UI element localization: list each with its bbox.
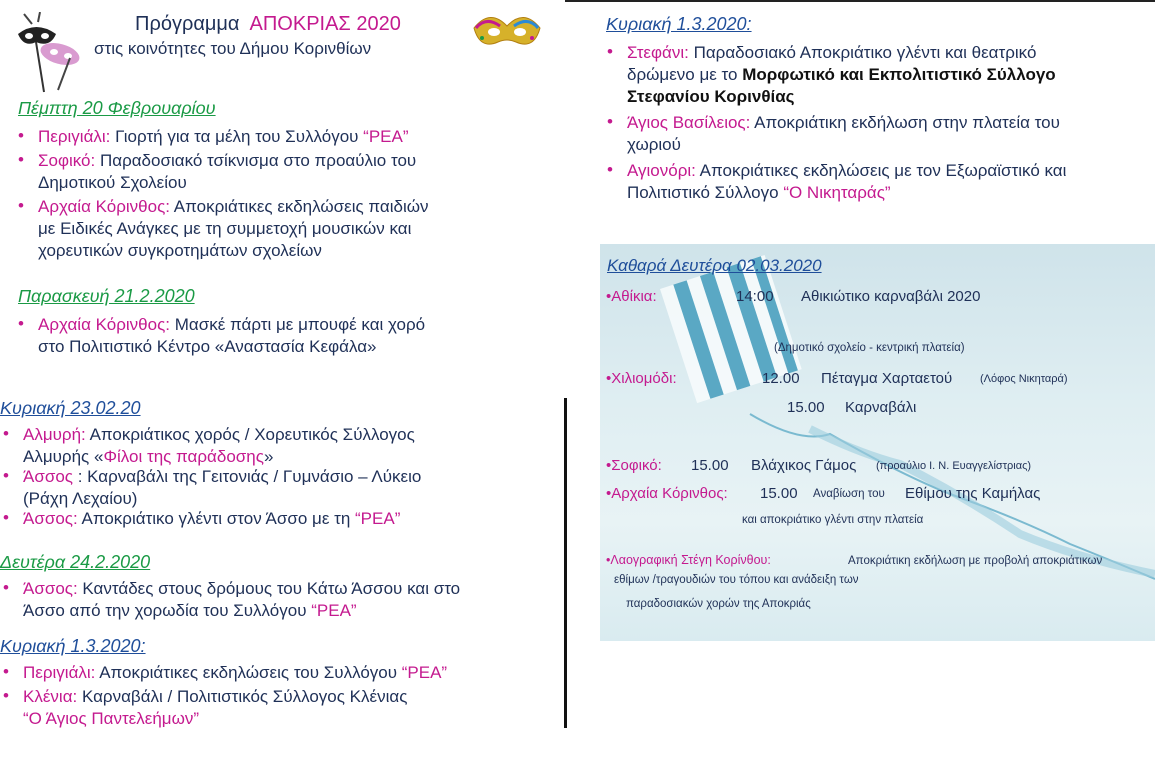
archaia-korinthos-text: Αναβίωση του [813,488,885,500]
bullet: • [18,196,24,215]
event-archaia-korinthos-clean-monday: •Αρχαία Κόρινθος: [606,485,728,502]
athikia-time: 14:00 [736,288,774,305]
place-label: Σοφικό: [611,457,662,474]
event-text: Παραδοσιακό Αποκριάτικο γλέντι και θεατρικό [688,43,1037,62]
event-assos-kantades [23,578,460,622]
event-text: Αποκριάτικες εκδηλώσεις παιδιών [170,197,429,216]
event-archaia-korinthos-friday [38,314,425,358]
place-label: Λαογραφική Στέγη Κορίνθου: [610,553,771,567]
chiliomodi-time-1: 12.00 [762,370,800,387]
archaia-korinthos-event: Εθίμου της Καμήλας [905,485,1041,502]
laografiki-line1: Αποκριάτικη εκδήλωση με προβολή αποκριάτικων [848,555,1103,567]
day-heading-monday-24: Δευτέρα 24.2.2020 [0,552,151,572]
bullet: • [3,686,9,705]
event-athikia: •Αθίκια: [606,288,657,305]
place-label: Αρχαία Κόρινθος: [38,315,170,334]
bullet: • [18,314,24,333]
bullet: • [607,112,613,131]
event-text-cont: με Ειδικές Ανάγκες με τη συμμετοχή μουσικών και [38,219,412,238]
place-label: Αρχαία Κόρινθος: [38,197,170,216]
place-label: Κλένια: [23,687,78,706]
place-label: Σοφικό: [38,151,96,170]
place-label: Άσσος [23,467,73,486]
event-text-cont: δρώμενο με το [627,65,743,84]
place-label: Περιγιάλι: [38,127,111,146]
athikia-location: (Δημοτικό σχολείο - κεντρική πλατεία) [774,342,965,354]
event-perigiali-sunday [23,662,447,684]
archaia-korinthos-line2: και αποκριάτικο γλέντι στην πλατεία [742,514,924,526]
event-text-cont: » [263,447,274,466]
sofiko-location: (προαύλιο Ι. Ν. Ευαγγελίστριας) [876,460,1032,472]
event-text: Καντάδες στους δρόμους του Κάτω Άσσου και στο [77,579,461,598]
event-text: Μασκέ πάρτι με μπουφέ και χορό [170,315,426,334]
bullet: • [3,466,9,485]
event-sofiko-clean-monday: •Σοφικό: [606,457,662,474]
event-text-cont: χορευτικών συγκροτημάτων σχολείων [38,241,322,260]
club-name: “ΡΕΑ” [401,663,448,682]
place-label: Αρχαία Κόρινθος: [611,485,728,502]
club-name: “Ο Νικηταράς” [783,183,891,202]
archaia-korinthos-time: 15.00 [760,485,798,502]
place-label: Χιλιομόδι: [611,370,677,387]
athikia-event: Αθικιώτικο καρναβάλι 2020 [801,288,981,305]
day-heading-friday: Παρασκευή 21.2.2020 [18,286,195,306]
event-perigiali-thursday [38,126,409,148]
place-label: Άσσος: [23,509,78,528]
bullet: • [18,126,24,145]
club-name: “ΡΕΑ” [363,127,409,146]
event-archaia-korinthos-thursday [38,196,429,262]
event-text-cont: χωριού [627,135,681,154]
bullet: • [3,662,9,681]
chiliomodi-location: (Λόφος Νικηταρά) [980,373,1068,385]
event-text: Παραδοσιακό τσίκνισμα στο προαύλιο του [95,151,417,170]
event-text: Αποκριάτικες εκδηλώσεις με τον Εξωραϊστικό και [695,161,1067,180]
event-almyri [23,424,415,468]
event-stefani [627,42,1056,108]
event-agionori [627,160,1066,204]
event-text-cont: Πολιτιστικό Σύλλογο [627,183,784,202]
club-name-cont: Στεφανίου Κορινθίας [627,87,795,106]
club-name: “ΡΕΑ” [355,509,401,528]
day-heading-clean-monday: Καθαρά Δευτέρα 02.03.2020 [607,256,822,275]
header-highlight: ΑΠΟΚΡΙΑΣ 2020 [249,13,401,35]
header-line-2: στις κοινότητες του Δήμου Κορινθίων [94,39,372,58]
bullet: • [3,578,9,597]
day-heading-sunday-1-left: Κυριακή 1.3.2020: [0,636,146,656]
laografiki-line2: εθίμων /τραγουδιών του τόπου και ανάδειξη των [614,574,859,586]
event-text: Καρναβάλι / Πολιτιστικός Σύλλογος Κλένιας [77,687,408,706]
event-laografiki-stegi: •Λαογραφική Στέγη Κορίνθου: [606,553,771,567]
event-text: Αποκριάτικες εκδηλώσεις του Συλλόγου [95,663,402,682]
event-text-cont: (Ράχη Λεχαίου) [23,489,138,508]
place-label: Περιγιάλι: [23,663,96,682]
club-name: “ΡΕΑ” [311,601,357,620]
place-label: Άγιος Βασίλειος: [627,113,751,132]
event-assos-party [23,508,400,530]
event-text-cont: Αλμυρής « [23,447,104,466]
event-text-cont: στο Πολιτιστικό Κέντρο «Αναστασία Κεφάλα» [38,337,377,356]
header-prefix: Πρόγραμμα [135,13,240,35]
event-text: Αποκριάτικο γλέντι στον Άσσο με τη [77,509,356,528]
bullet: • [3,424,9,443]
event-agios-vasileios [627,112,1060,156]
event-chiliomodi: •Χιλιομόδι: [606,370,677,387]
laografiki-line3: παραδοσιακών χορών της Αποκριάς [626,598,811,610]
mask-right-icon [472,8,542,56]
day-heading-sunday-1-right: Κυριακή 1.3.2020: [606,14,752,34]
place-label: Αθίκια: [611,288,657,305]
bullet: • [607,42,613,61]
header-line-1 [135,13,401,36]
event-assos-carnival [23,466,421,510]
event-text: Αποκριάτικος χορός / Χορευτικός Σύλλογος [85,425,415,444]
place-label: Άσσος: [23,579,78,598]
chiliomodi-event-1: Πέταγμα Χαρταετού [821,370,953,387]
club-name: “Ο Άγιος Παντελεήμων” [23,709,200,728]
mask-left-icon [14,12,84,94]
event-sofiko-thursday [38,150,416,194]
bullet: • [18,150,24,169]
chiliomodi-event-2: Καρναβάλι [845,399,917,416]
day-heading-thursday: Πέμπτη 20 Φεβρουαρίου [18,98,216,118]
event-text-cont: Άσσο από την χορωδία του Συλλόγου [23,601,312,620]
place-label: Στεφάνι: [627,43,689,62]
event-klenia [23,686,407,730]
bullet: • [3,508,9,527]
event-text: Γιορτή για τα μέλη του Συλλόγου [110,127,364,146]
bullet: • [607,160,613,179]
day-heading-sunday-23: Κυριακή 23.02.20 [0,398,141,418]
top-border [565,0,1155,2]
clean-monday-panel [600,244,1155,641]
club-name: Μορφωτικό και Εκπολιτιστικό Σύλλογο [742,65,1056,84]
place-label: Αγιονόρι: [627,161,696,180]
sofiko-event: Βλάχικος Γάμος [751,457,857,474]
club-name: Φίλοι της παράδοσης [103,447,264,466]
chiliomodi-time-2: 15.00 [787,399,825,416]
event-text: : Καρναβάλι της Γειτονιάς / Γυμνάσιο – Λύκειο [72,467,422,486]
sofiko-time: 15.00 [691,457,729,474]
place-label: Αλμυρή: [23,425,86,444]
event-text-cont: Δημοτικού Σχολείου [38,173,187,192]
column-divider [564,398,567,728]
event-text: Αποκριάτικη εκδήλωση στην πλατεία του [750,113,1060,132]
